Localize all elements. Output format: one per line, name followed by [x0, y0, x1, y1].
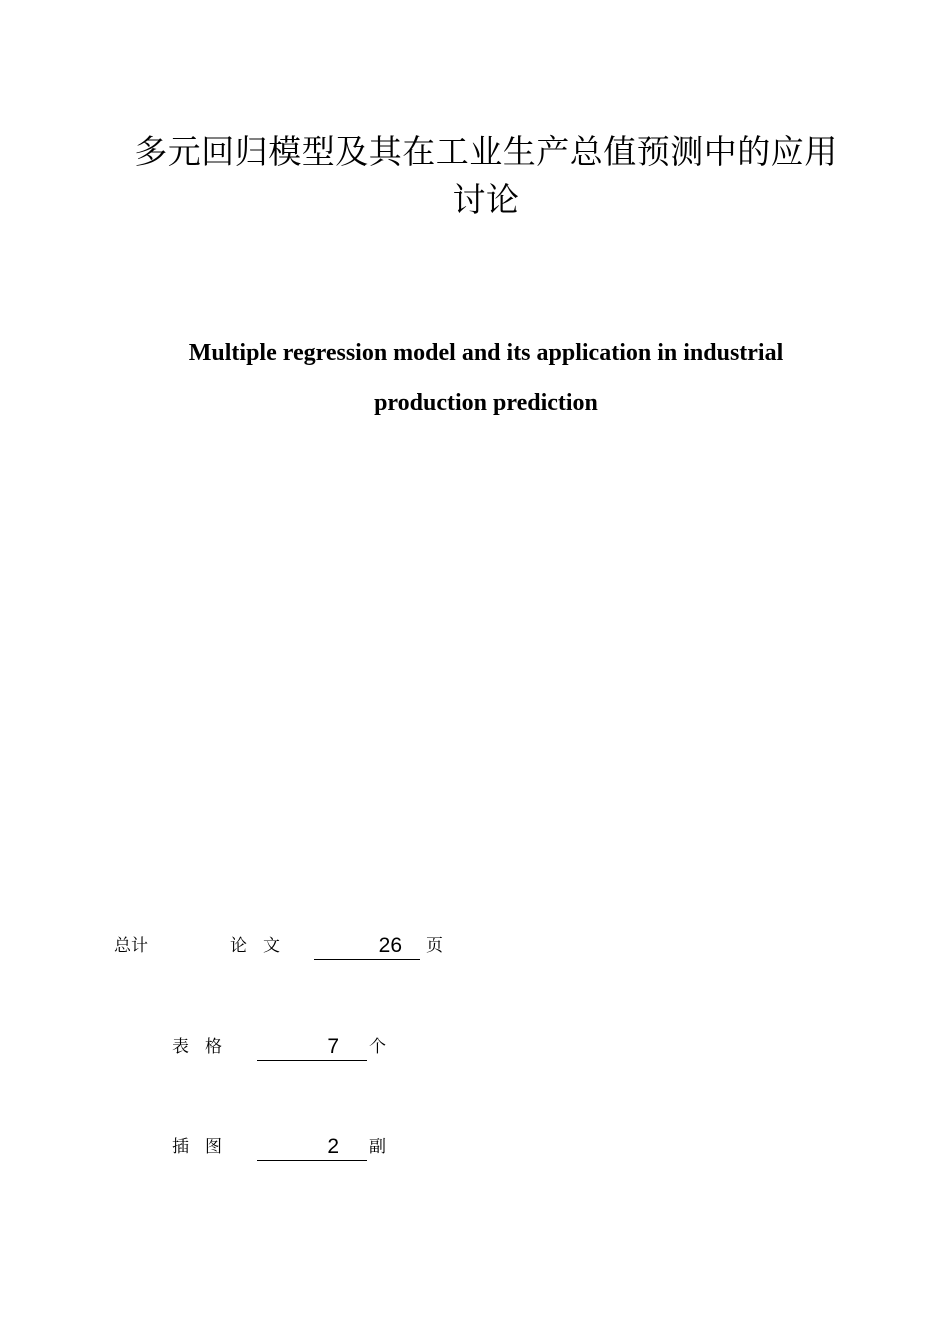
- pages-label: 论文: [230, 936, 296, 956]
- stat-row-figures: [0, 1132, 950, 1162]
- tables-label: 表格: [172, 1037, 238, 1057]
- english-title: [120, 328, 852, 428]
- figures-count: 2: [257, 1132, 367, 1161]
- english-title-line-2: production prediction: [374, 390, 598, 416]
- english-title-line-1: Multiple regression model and its application in industrial: [188, 340, 784, 366]
- figures-unit: 副: [369, 1137, 386, 1157]
- stat-row-tables: [0, 1032, 950, 1062]
- chinese-title: [100, 128, 872, 224]
- tables-count: 7: [257, 1032, 367, 1061]
- total-label: 总计: [114, 936, 148, 956]
- pages-unit: 页: [426, 936, 443, 956]
- chinese-title-line-2: 讨论: [452, 180, 520, 219]
- tables-unit: 个: [369, 1037, 386, 1057]
- chinese-title-line-1: 多元回归模型及其在工业生产总值预测中的应用: [134, 132, 838, 171]
- pages-count: 26: [314, 931, 420, 960]
- stat-row-pages: [0, 931, 950, 961]
- figures-label: 插图: [172, 1137, 238, 1157]
